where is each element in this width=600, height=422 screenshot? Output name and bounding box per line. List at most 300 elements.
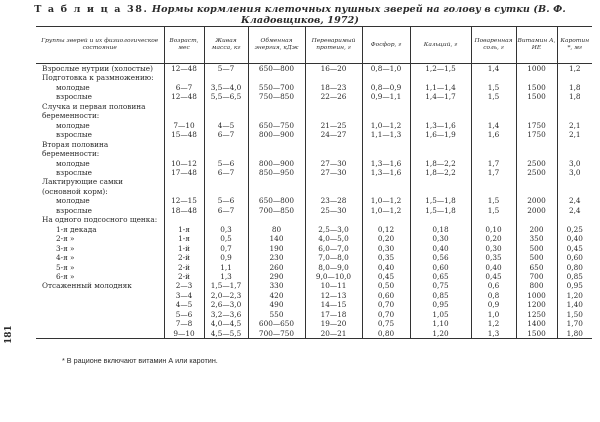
table-cell: 800—900: [248, 159, 305, 168]
table-cell: 1750: [516, 121, 557, 130]
table-cell: 1,0: [471, 310, 516, 319]
table-cell: 800: [516, 281, 557, 290]
table-cell: 0,20: [362, 234, 410, 243]
table-cell: 2,0—2,3: [204, 291, 248, 300]
table-cell: 5—6: [164, 310, 204, 319]
row-label: взрослые: [56, 167, 92, 177]
table-row: [36, 92, 592, 101]
table-cell: 0,60: [557, 253, 592, 262]
table-cell: [471, 177, 516, 196]
table-cell: 12—48: [164, 92, 204, 101]
table-cell: 190: [248, 244, 305, 253]
table-cell: 0,75: [362, 319, 410, 328]
table-cell: 700—850: [248, 206, 305, 215]
table-cell: 700—750: [248, 329, 305, 339]
table-cell: 1,6—1,9: [410, 130, 471, 139]
table-cell: 0,75: [410, 281, 471, 290]
table-cell: 1-я: [164, 234, 204, 243]
table-cell: [305, 102, 362, 121]
table-cell: 1,5—1,8: [410, 196, 471, 205]
table-caption: Нормы кормления клеточных пушных зверей на голову в сутки (В. Ф. Кладовщиков, 1972): [151, 4, 566, 26]
table-cell: 2,5—3,0: [305, 225, 362, 234]
table-cell: 1,8—2,2: [410, 168, 471, 177]
table-cell: 1400: [516, 319, 557, 328]
table-cell: 14—15: [305, 300, 362, 309]
table-cell: 1750: [516, 130, 557, 139]
table-cell: 650—750: [248, 121, 305, 130]
table-cell: 260: [248, 263, 305, 272]
table-cell: 10—12: [164, 159, 204, 168]
table-cell: 6,0—7,0: [305, 244, 362, 253]
table-cell: 850—950: [248, 168, 305, 177]
table-cell: 4,5—5,5: [204, 329, 248, 339]
table-cell: 27—30: [305, 168, 362, 177]
page-number: 181: [4, 325, 14, 344]
table-cell: 19—20: [305, 319, 362, 328]
table-row: [36, 329, 592, 339]
table-cell: 0,85: [410, 291, 471, 300]
table-cell: 1,80: [557, 329, 592, 339]
table-cell: 0,40: [557, 234, 592, 243]
table-cell: 1500: [516, 92, 557, 101]
table-cell: 22—26: [305, 92, 362, 101]
table-cell: 2,4: [557, 196, 592, 205]
table-cell: 1,6: [471, 130, 516, 139]
table-cell: 2,1: [557, 121, 592, 130]
table-cell: 6—7: [204, 206, 248, 215]
table-cell: 7,0—8,0: [305, 253, 362, 262]
table-cell: 7—10: [164, 121, 204, 130]
row-label: Лактирующие самки (основной корм):: [42, 177, 124, 196]
table-cell: [164, 140, 204, 159]
table-cell: 6—7: [164, 83, 204, 92]
row-label: [36, 300, 164, 309]
table-cell: [164, 177, 204, 196]
table-cell: 0,40: [471, 263, 516, 272]
table-row: [36, 215, 592, 224]
table-cell: 600—650: [248, 319, 305, 328]
table-cell: [164, 73, 204, 82]
table-cell: 0,9: [204, 253, 248, 262]
table-cell: 1200: [516, 300, 557, 309]
table-cell: 0,95: [557, 281, 592, 290]
table-cell: 0,45: [362, 272, 410, 281]
column-header: Витамин А, ИЕ: [516, 27, 557, 64]
table-row: [36, 263, 592, 272]
table-cell: 500: [516, 253, 557, 262]
table-cell: 0,40: [410, 244, 471, 253]
row-label: взрослые: [56, 92, 92, 102]
row-label: 2-я »: [56, 234, 75, 244]
table-cell: 420: [248, 291, 305, 300]
table-cell: 2,6—3,0: [204, 300, 248, 309]
table-row: [36, 159, 592, 168]
row-label: Вторая половина беременности:: [42, 139, 109, 159]
table-cell: 0,45: [557, 244, 592, 253]
table-cell: [557, 215, 592, 224]
table-cell: [557, 102, 592, 121]
table-cell: 20—21: [305, 329, 362, 339]
table-cell: 1,8: [557, 92, 592, 101]
table-cell: 0,8: [471, 291, 516, 300]
table-cell: 3,5—4,0: [204, 83, 248, 92]
table-row: [36, 83, 592, 92]
table-cell: [305, 215, 362, 224]
table-cell: 290: [248, 272, 305, 281]
table-cell: 12—48: [164, 64, 204, 74]
table-cell: [410, 140, 471, 159]
table-cell: 2,1: [557, 130, 592, 139]
table-row: [36, 272, 592, 281]
table-cell: 2-й: [164, 253, 204, 262]
row-label: 3-я »: [56, 243, 75, 253]
table-row: [36, 140, 592, 159]
table-cell: 0,50: [362, 281, 410, 290]
column-header: Поваренная соль, г: [471, 27, 516, 64]
table-cell: 1,2: [471, 319, 516, 328]
table-cell: 200: [516, 225, 557, 234]
table-cell: 350: [516, 234, 557, 243]
table-cell: 0,30: [362, 244, 410, 253]
table-row: [36, 281, 592, 290]
row-label: [36, 329, 164, 339]
table-cell: 2-й: [164, 272, 204, 281]
table-cell: 12—15: [164, 196, 204, 205]
table-cell: 1,20: [557, 291, 592, 300]
table-cell: [362, 73, 410, 82]
table-cell: 0,85: [557, 272, 592, 281]
table-cell: 0,9—1,1: [362, 92, 410, 101]
table-cell: 1,3—1,6: [410, 121, 471, 130]
row-label: [36, 319, 164, 328]
table-row: [36, 319, 592, 328]
table-cell: 0,6: [471, 281, 516, 290]
table-cell: 550: [248, 310, 305, 319]
table-cell: 1500: [516, 83, 557, 92]
table-header-row: [36, 27, 592, 64]
table-cell: 9—10: [164, 329, 204, 339]
row-label: 1-я декада: [56, 224, 97, 234]
table-cell: 1,7: [471, 168, 516, 177]
table-cell: 0,80: [362, 329, 410, 339]
table-cell: 0,80: [557, 263, 592, 272]
table-cell: 4—5: [164, 300, 204, 309]
column-header: Группы зверей и их физиологическое состояние: [36, 27, 164, 64]
table-cell: 0,8—0,9: [362, 83, 410, 92]
table-cell: [410, 102, 471, 121]
table-cell: 0,10: [471, 225, 516, 234]
column-header: Возраст, мес: [164, 27, 204, 64]
table-cell: 2000: [516, 196, 557, 205]
row-label: [36, 291, 164, 300]
table-cell: 1,10: [410, 319, 471, 328]
table-row: [36, 121, 592, 130]
table-cell: 10—11: [305, 281, 362, 290]
table-cell: 1,20: [410, 329, 471, 339]
row-label: молодые: [56, 158, 90, 168]
feeding-norms-table: [36, 26, 592, 339]
table-cell: 140: [248, 234, 305, 243]
table-cell: 0,60: [362, 291, 410, 300]
table-cell: 1-й: [164, 244, 204, 253]
row-label: 6-я »: [56, 271, 75, 281]
table-row: [36, 196, 592, 205]
table-cell: 1,5: [471, 206, 516, 215]
table-cell: 6—7: [204, 130, 248, 139]
table-title: [0, 4, 600, 26]
table-cell: [362, 177, 410, 196]
table-label: Т а б л и ц а 38.: [34, 4, 149, 15]
table-cell: 0,18: [410, 225, 471, 234]
table-cell: 24—27: [305, 130, 362, 139]
table-cell: 650: [516, 263, 557, 272]
row-label: молодые: [56, 82, 90, 92]
table-cell: [557, 177, 592, 196]
table-cell: 3,0: [557, 168, 592, 177]
table-cell: 0,40: [362, 263, 410, 272]
table-cell: 1,0—1,2: [362, 196, 410, 205]
table-cell: 18—48: [164, 206, 204, 215]
table-cell: 1,3: [471, 329, 516, 339]
table-cell: [362, 215, 410, 224]
table-cell: 230: [248, 253, 305, 262]
table-cell: 18—23: [305, 83, 362, 92]
table-cell: 8,0—9,0: [305, 263, 362, 272]
table-cell: [164, 215, 204, 224]
table-cell: 0,95: [410, 300, 471, 309]
table-cell: [516, 215, 557, 224]
table-cell: [305, 140, 362, 159]
table-cell: 0,65: [410, 272, 471, 281]
table-cell: [248, 73, 305, 82]
row-label: Подготовка к размножению:: [42, 73, 154, 83]
table-row: [36, 102, 592, 121]
table-cell: 0,8—1,0: [362, 64, 410, 74]
table-row: [36, 225, 592, 234]
table-cell: 0,12: [362, 225, 410, 234]
table-cell: 1,0—1,2: [362, 121, 410, 130]
table-cell: 0,9: [471, 300, 516, 309]
column-header: Кальций, г: [410, 27, 471, 64]
table-cell: 1,4: [471, 121, 516, 130]
table-cell: [362, 102, 410, 121]
table-cell: 17—48: [164, 168, 204, 177]
table-body: [36, 64, 592, 339]
table-cell: 16—20: [305, 64, 362, 74]
table-cell: 1,1: [204, 263, 248, 272]
table-cell: 1,3—1,6: [362, 168, 410, 177]
table-cell: 750—850: [248, 92, 305, 101]
column-header: Обменная энергия, кДж: [248, 27, 305, 64]
table-row: [36, 310, 592, 319]
table-cell: [305, 177, 362, 196]
table-cell: 2-й: [164, 263, 204, 272]
table-cell: 1,8—2,2: [410, 159, 471, 168]
table-cell: 1,5: [471, 92, 516, 101]
column-header: Фосфор, г: [362, 27, 410, 64]
table-cell: 4—5: [204, 121, 248, 130]
table-cell: [471, 102, 516, 121]
table-cell: 1,3—1,6: [362, 159, 410, 168]
table-cell: 1,40: [557, 300, 592, 309]
row-label: Случка и первая половина беременности:: [42, 101, 146, 121]
table-cell: 3,0: [557, 159, 592, 168]
table-cell: 550—700: [248, 83, 305, 92]
table-cell: 2,4: [557, 206, 592, 215]
table-cell: 330: [248, 281, 305, 290]
table-cell: 0,3: [204, 225, 248, 234]
table-cell: 1,1—1,3: [362, 130, 410, 139]
table-cell: 0,25: [557, 225, 592, 234]
table-cell: 1000: [516, 291, 557, 300]
table-cell: 1,5: [471, 83, 516, 92]
column-header: Живая масса, кг: [204, 27, 248, 64]
table-cell: [248, 140, 305, 159]
table-cell: 9,0—10,0: [305, 272, 362, 281]
table-cell: 2500: [516, 159, 557, 168]
table-cell: 1,5—1,7: [204, 281, 248, 290]
table-cell: 5—6: [204, 159, 248, 168]
table-row: [36, 253, 592, 262]
table-cell: [362, 140, 410, 159]
table-cell: [204, 215, 248, 224]
table-cell: [410, 177, 471, 196]
row-label: молодые: [56, 196, 90, 206]
table-cell: 0,60: [410, 263, 471, 272]
table-cell: 21—25: [305, 121, 362, 130]
table-cell: [248, 102, 305, 121]
table-cell: 5—7: [204, 64, 248, 74]
row-label: взрослые: [56, 130, 92, 140]
table-cell: [471, 73, 516, 82]
table-cell: 650—800: [248, 64, 305, 74]
table-cell: 1,4—1,7: [410, 92, 471, 101]
column-header: Переваримый протеин, г: [305, 27, 362, 64]
table-cell: 3,2—3,6: [204, 310, 248, 319]
table-cell: 3—4: [164, 291, 204, 300]
table-cell: 1250: [516, 310, 557, 319]
table-cell: [164, 102, 204, 121]
table-cell: [557, 140, 592, 159]
row-label: 5-я »: [56, 262, 75, 272]
row-label: [36, 310, 164, 319]
table-cell: 1000: [516, 64, 557, 74]
table-row: [36, 168, 592, 177]
table-cell: [305, 73, 362, 82]
table-cell: 1,7: [471, 159, 516, 168]
table-cell: 1,50: [557, 310, 592, 319]
table-cell: 0,35: [471, 253, 516, 262]
table-cell: [410, 215, 471, 224]
table-cell: 0,30: [410, 234, 471, 243]
table-cell: 1,4: [471, 64, 516, 74]
table-cell: [516, 177, 557, 196]
table-cell: 1500: [516, 329, 557, 339]
table-cell: 0,7: [204, 244, 248, 253]
table-cell: 800—900: [248, 130, 305, 139]
table-row: [36, 73, 592, 82]
row-label: Взрослые нутрии (холостые): [42, 64, 153, 73]
table-cell: 12—13: [305, 291, 362, 300]
table-cell: 5,5—6,5: [204, 92, 248, 101]
table-cell: 2500: [516, 168, 557, 177]
table-cell: 0,35: [362, 253, 410, 262]
table-cell: 23—28: [305, 196, 362, 205]
row-label: Отсаженный молодняк: [42, 281, 132, 291]
table-cell: [471, 215, 516, 224]
table-cell: 1,3: [204, 272, 248, 281]
table-row: [36, 64, 592, 74]
table-cell: 4,0—5,0: [305, 234, 362, 243]
table-cell: 2—3: [164, 281, 204, 290]
table-row: [36, 300, 592, 309]
table-cell: [248, 177, 305, 196]
table-cell: 15—48: [164, 130, 204, 139]
table-cell: [248, 215, 305, 224]
table-cell: 1,5—1,8: [410, 206, 471, 215]
table-cell: 0,70: [362, 300, 410, 309]
table-cell: 1,70: [557, 319, 592, 328]
table-cell: 0,70: [362, 310, 410, 319]
table-row: [36, 177, 592, 196]
table-cell: [204, 140, 248, 159]
table-row: [36, 244, 592, 253]
table-cell: 0,30: [471, 244, 516, 253]
table-cell: 1,1—1,4: [410, 83, 471, 92]
table-cell: 1,05: [410, 310, 471, 319]
table-cell: 6—7: [204, 168, 248, 177]
table-cell: [204, 73, 248, 82]
table-cell: 7—8: [164, 319, 204, 328]
table-row: [36, 291, 592, 300]
table-cell: 25—30: [305, 206, 362, 215]
column-header: Каротин *, мг: [557, 27, 592, 64]
table-cell: 5—6: [204, 196, 248, 205]
row-label: 4-я »: [56, 253, 75, 263]
table-cell: 27—30: [305, 159, 362, 168]
table-cell: 500: [516, 244, 557, 253]
table-cell: 80: [248, 225, 305, 234]
table-cell: 0,45: [471, 272, 516, 281]
table-cell: 1-я: [164, 225, 204, 234]
table-cell: [204, 102, 248, 121]
footnote: * В рационе включают витамин А или каротин.: [62, 356, 218, 365]
table-cell: 1,2: [557, 64, 592, 74]
table-cell: [516, 140, 557, 159]
row-label: молодые: [56, 120, 90, 130]
table-cell: 0,56: [410, 253, 471, 262]
table-cell: [516, 102, 557, 121]
table-cell: 650—800: [248, 196, 305, 205]
table-cell: 1,8: [557, 83, 592, 92]
row-label: На одного подсосного щенка:: [42, 215, 158, 225]
table-cell: 1,2—1,5: [410, 64, 471, 74]
table-cell: 0,20: [471, 234, 516, 243]
table-cell: [471, 140, 516, 159]
table-row: [36, 234, 592, 243]
table-cell: 2000: [516, 206, 557, 215]
table-cell: [557, 73, 592, 82]
table-cell: [410, 73, 471, 82]
table-row: [36, 206, 592, 215]
table-cell: [204, 177, 248, 196]
table-cell: 4,0—4,5: [204, 319, 248, 328]
table-cell: 490: [248, 300, 305, 309]
table-cell: 700: [516, 272, 557, 281]
table-cell: 1,5: [471, 196, 516, 205]
row-label: взрослые: [56, 205, 92, 215]
table-cell: 0,5: [204, 234, 248, 243]
